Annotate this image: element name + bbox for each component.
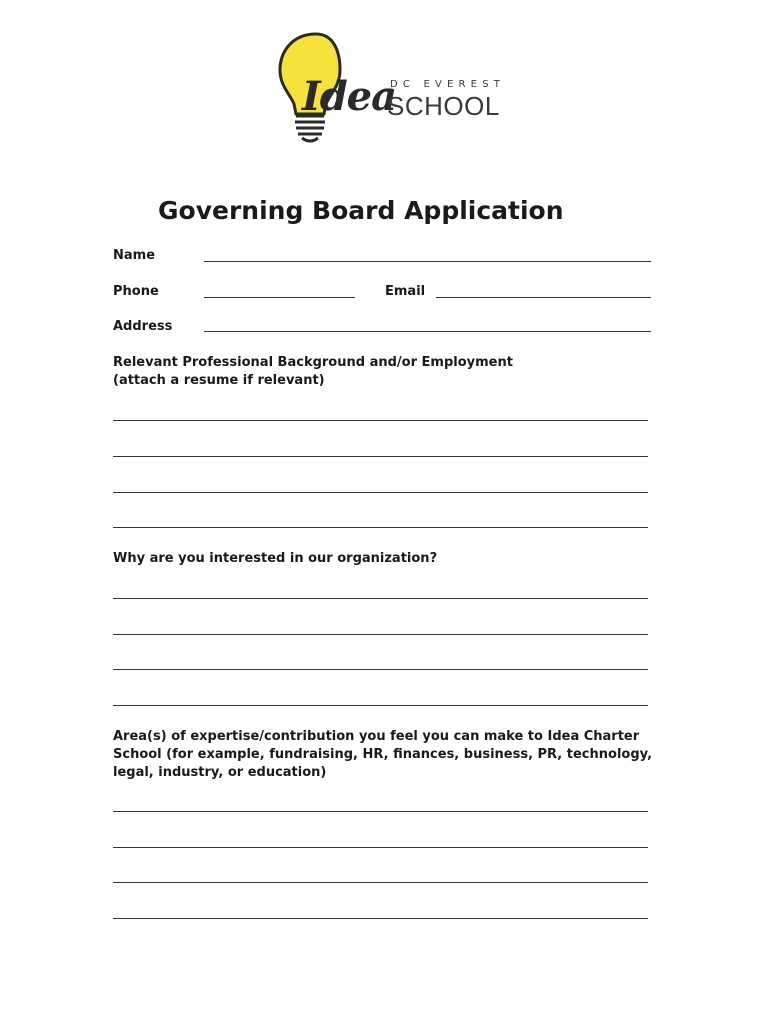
- interest-answer-line[interactable]: [113, 669, 648, 670]
- interest-answer-line[interactable]: [113, 598, 648, 599]
- address-field[interactable]: [204, 331, 651, 332]
- email-field[interactable]: [436, 297, 651, 298]
- interest-answer-line[interactable]: [113, 705, 648, 706]
- email-label: Email: [385, 284, 426, 299]
- expertise-answer-line[interactable]: [113, 811, 648, 812]
- expertise-answer-line[interactable]: [113, 882, 648, 883]
- name-label: Name: [113, 248, 156, 263]
- background-answer-line[interactable]: [113, 456, 648, 457]
- phone-field[interactable]: [204, 297, 355, 298]
- background-question: Relevant Professional Background and/or Employment (attach a resume if relevant): [113, 355, 513, 388]
- logo-top-text: DC EVEREST: [390, 79, 506, 90]
- address-label: Address: [113, 319, 173, 334]
- phone-label: Phone: [113, 284, 159, 299]
- expertise-answer-line[interactable]: [113, 918, 648, 919]
- page-title: Governing Board Application: [158, 196, 564, 225]
- background-answer-line[interactable]: [113, 492, 648, 493]
- logo-school-text: SCHOOL: [387, 91, 500, 121]
- background-answer-line[interactable]: [113, 527, 648, 528]
- name-field[interactable]: [204, 261, 651, 262]
- interest-answer-line[interactable]: [113, 634, 648, 635]
- background-answer-line[interactable]: [113, 420, 648, 421]
- expertise-question: Area(s) of expertise/contribution you feel you can make to Idea Charter School (for example, fundraising, HR, finances, business, PR, technology, legal, industry, or education): [113, 729, 653, 780]
- interest-question: Why are you interested in our organization?: [113, 551, 438, 566]
- expertise-answer-line[interactable]: [113, 847, 648, 848]
- logo-script-text: Idea: [302, 73, 397, 120]
